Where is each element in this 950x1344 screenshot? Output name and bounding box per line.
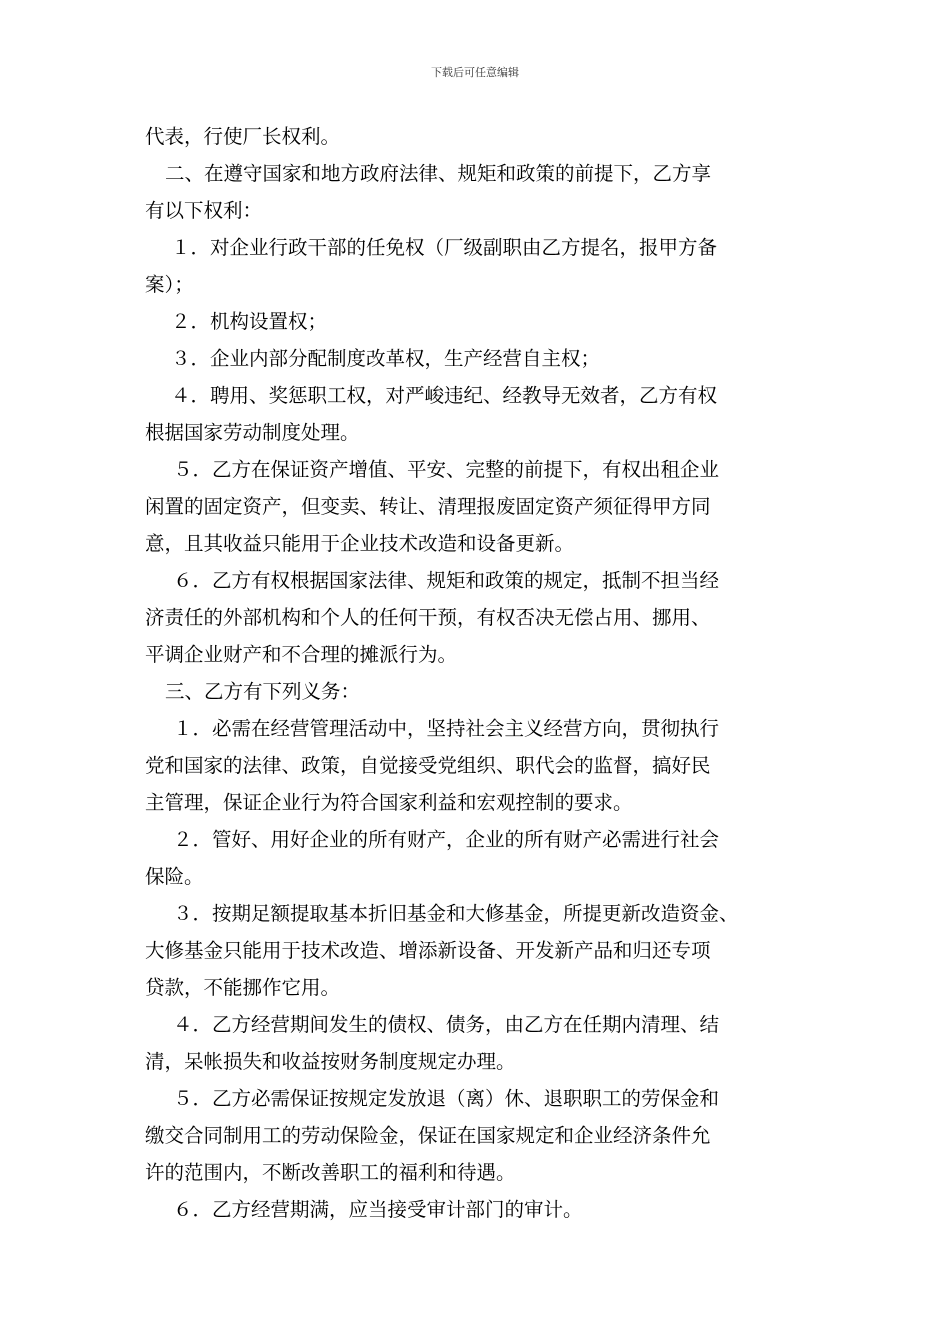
body-line: 党和国家的法律、政策，自觉接受党组织、职代会的监督，搞好民 (145, 754, 711, 777)
body-line: 主管理，保证企业行为符合国家利益和宏观控制的要求。 (145, 791, 633, 814)
list-item: ４．聘用、奖惩职工权，对严峻违纪、经教导无效者，乙方有权 (171, 384, 718, 407)
body-line: 平调企业财产和不合理的摊派行为。 (145, 643, 458, 666)
list-item: １．必需在经营管理活动中，坚持社会主义经营方向，贯彻执行 (173, 717, 720, 740)
body-line: 缴交合同制用工的劳动保险金，保证在国家规定和企业经济条件允 (145, 1124, 711, 1147)
body-line: 意，且其收益只能用于企业技术改造和设备更新。 (145, 532, 575, 555)
list-item: ２．机构设置权； (171, 310, 328, 333)
body-line: 保险。 (145, 865, 204, 888)
body-line: 许的范围内，不断改善职工的福利和待遇。 (145, 1161, 516, 1184)
body-line: 案）； (145, 273, 194, 296)
list-item: ５．乙方在保证资产增值、平安、完整的前提下，有权出租企业 (173, 458, 720, 481)
list-item: ５．乙方必需保证按规定发放退（离）休、退职职工的劳保金和 (173, 1087, 720, 1110)
body-line: 清，呆帐损失和收益按财务制度规定办理。 (145, 1050, 516, 1073)
section-heading: 二、在遵守国家和地方政府法律、规矩和政策的前提下，乙方享 (165, 162, 712, 185)
body-line: 根据国家劳动制度处理。 (145, 421, 360, 444)
list-item: １．对企业行政干部的任免权（厂级副职由乙方提名，报甲方备 (171, 236, 718, 259)
list-item: ３．按期足额提取基本折旧基金和大修基金，所提更新改造资金、 (173, 902, 739, 925)
list-item: ２．管好、用好企业的所有财产，企业的所有财产必需进行社会 (173, 828, 720, 851)
list-item: ４．乙方经营期间发生的债权、债务，由乙方在任期内清理、结 (173, 1013, 720, 1036)
list-item: ６．乙方有权根据国家法律、规矩和政策的规定，抵制不担当经 (173, 569, 720, 592)
body-line: 有以下权利： (145, 199, 263, 222)
body-line: 闲置的固定资产，但变卖、转让、清理报废固定资产须征得甲方同 (145, 495, 711, 518)
body-line: 大修基金只能用于技术改造、增添新设备、开发新产品和归还专项 (145, 939, 711, 962)
document-body (145, 118, 811, 1228)
body-line: 济责任的外部机构和个人的任何干预，有权否决无偿占用、挪用、 (145, 606, 711, 629)
page-header: 下载后可任意编辑 (431, 66, 519, 79)
body-line: 贷款，不能挪作它用。 (145, 976, 341, 999)
list-item: ６．乙方经营期满，应当接受审计部门的审计。 (173, 1198, 583, 1221)
list-item: ３．企业内部分配制度改革权，生产经营自主权； (171, 347, 601, 370)
section-heading: 三、乙方有下列义务： (165, 680, 361, 703)
body-line: 代表，行使厂长权利。 (145, 125, 341, 148)
